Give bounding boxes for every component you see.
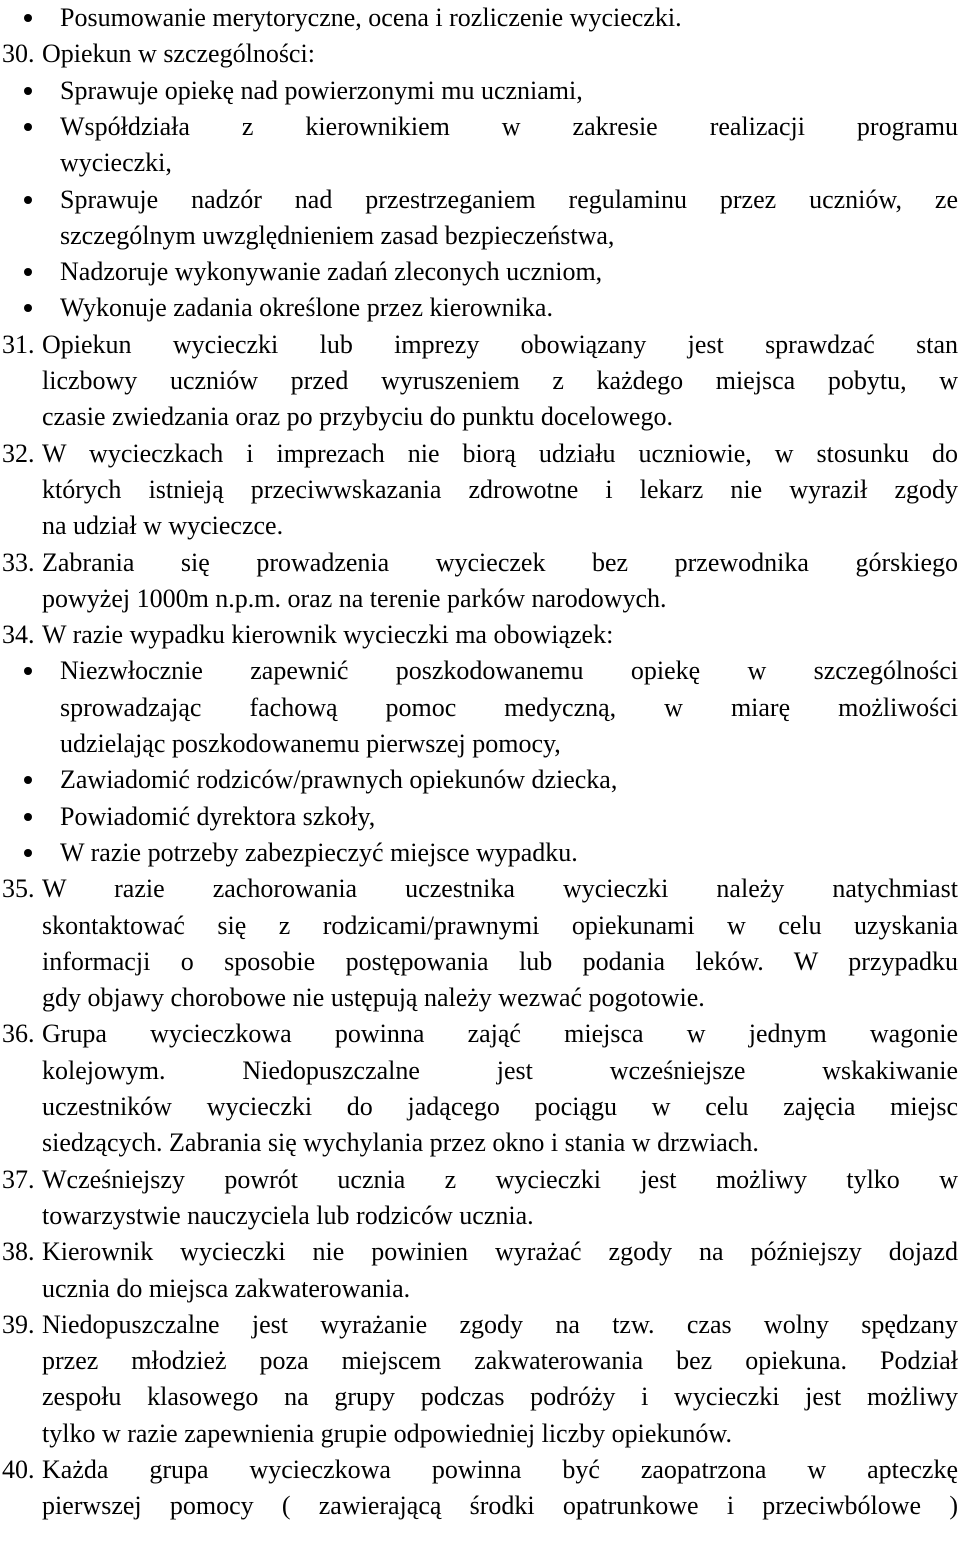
document-line <box>0 726 960 762</box>
document-line <box>0 799 960 835</box>
bullet-icon <box>24 196 32 204</box>
bullet-icon <box>24 667 32 675</box>
document-line <box>0 1343 960 1379</box>
document-line <box>0 908 960 944</box>
line-text: Wykonuje zadania określone przez kierownika. <box>60 293 553 323</box>
line-text: towarzystwie nauczyciela lub rodziców ucznia. <box>42 1200 534 1230</box>
line-text: Zawiadomić rodziców/prawnych opiekunów dziecka, <box>60 765 618 795</box>
document-line <box>0 653 960 689</box>
item-number: 30. <box>2 39 35 69</box>
item-number: 34. <box>2 620 35 650</box>
line-text: informacji o sposobie postępowania lub podania leków. W przypadku <box>42 946 958 976</box>
document-line <box>0 617 960 653</box>
item-number: 38. <box>2 1237 35 1267</box>
document-line <box>0 545 960 581</box>
line-text: Grupa wycieczkowa powinna zająć miejsca w jednym wagonie <box>42 1019 958 1049</box>
document-line <box>0 436 960 472</box>
document-line <box>0 1416 960 1452</box>
document-line <box>0 472 960 508</box>
document-line <box>0 1053 960 1089</box>
line-text: sprowadzając fachową pomoc medyczną, w miarę możliwości <box>60 692 958 722</box>
line-text: wycieczki, <box>60 148 172 178</box>
line-text: Zabrania się prowadzenia wycieczek bez przewodnika górskiego <box>42 547 958 577</box>
bullet-icon <box>24 268 32 276</box>
document-line <box>0 145 960 181</box>
document-line <box>0 363 960 399</box>
bullet-icon <box>24 813 32 821</box>
bullet-icon <box>24 123 32 131</box>
document-line <box>0 0 960 36</box>
document-line <box>0 1089 960 1125</box>
document-line <box>0 399 960 435</box>
document-line <box>0 1307 960 1343</box>
document-line <box>0 1452 960 1488</box>
line-text: na udział w wycieczce. <box>42 511 284 541</box>
document-line <box>0 690 960 726</box>
document-line <box>0 1379 960 1415</box>
item-number: 32. <box>2 438 35 468</box>
line-text: których istnieją przeciwwskazania zdrowotne i lekarz nie wyraził zgody <box>42 474 958 504</box>
document-line <box>0 835 960 871</box>
line-text: skontaktować się z rodzicami/prawnymi opiekunami w celu uzyskania <box>42 910 958 940</box>
line-text: Każda grupa wycieczkowa powinna być zaopatrzona w apteczkę <box>42 1455 958 1484</box>
document-line <box>0 1162 960 1198</box>
bullet-icon <box>24 14 32 22</box>
line-text: Niezwłocznie zapewnić poszkodowanemu opiekę w szczególności <box>60 656 958 686</box>
line-text: Sprawuje opiekę nad powierzonymi mu uczniami, <box>60 75 583 105</box>
line-text: W razie wypadku kierownik wycieczki ma obowiązek: <box>42 620 614 650</box>
document-line <box>0 980 960 1016</box>
document-line <box>0 73 960 109</box>
line-text: Współdziała z kierownikiem w zakresie realizacji programu <box>60 111 958 141</box>
document-line <box>0 182 960 218</box>
bullet-icon <box>24 849 32 857</box>
line-text: liczbowy uczniów przed wyruszeniem z każdego miejsca pobytu, w <box>42 366 958 395</box>
line-text: W razie potrzeby zabezpieczyć miejsce wypadku. <box>60 837 578 867</box>
line-text: Nadzoruje wykonywanie zadań zleconych uczniom, <box>60 257 603 287</box>
line-text: przez młodzież poza miejscem zakwaterowania bez opiekuna. Podział <box>42 1346 958 1376</box>
line-text: Niedopuszczalne jest wyrażanie zgody na tzw. czas wolny spędzany <box>42 1309 958 1339</box>
line-text: W razie zachorowania uczestnika wycieczki należy natychmiast <box>42 874 958 904</box>
document-line <box>0 508 960 544</box>
document-line <box>0 36 960 72</box>
line-text: czasie zwiedzania oraz po przybyciu do punktu docelowego. <box>42 402 673 432</box>
line-text: pierwszej pomocy ( zawierającą środki opatrunkowe i przeciwbólowe ) <box>42 1491 958 1521</box>
document-line <box>0 218 960 254</box>
document-line <box>0 871 960 907</box>
bullet-icon <box>24 87 32 95</box>
line-text: tylko w razie zapewnienia grupie odpowiedniej liczby opiekunów. <box>42 1418 732 1448</box>
line-text: ucznia do miejsca zakwaterowania. <box>42 1273 411 1303</box>
document-line <box>0 1125 960 1161</box>
line-text: kolejowym. Niedopuszczalne jest wcześniejsze wskakiwanie <box>42 1055 958 1085</box>
line-text: szczególnym uwzględnieniem zasad bezpieczeństwa, <box>60 220 615 250</box>
document-line <box>0 109 960 145</box>
bullet-icon <box>24 304 32 312</box>
item-number: 36. <box>2 1019 35 1049</box>
document-line <box>0 1198 960 1234</box>
item-number: 40. <box>2 1455 35 1484</box>
document-line <box>0 1271 960 1307</box>
document-line <box>0 1488 960 1524</box>
line-text: powyżej 1000m n.p.m. oraz na terenie parków narodowych. <box>42 583 667 613</box>
item-number: 39. <box>2 1309 35 1339</box>
line-text: Opiekun wycieczki lub imprezy obowiązany jest sprawdzać stan <box>42 329 958 359</box>
document-line <box>0 944 960 980</box>
line-text: Sprawuje nadzór nad przestrzeganiem regulaminu przez uczniów, ze <box>60 184 958 214</box>
line-text: Kierownik wycieczki nie powinien wyrażać zgody na późniejszy dojazd <box>42 1237 958 1267</box>
document-line <box>0 581 960 617</box>
line-text: Wcześniejszy powrót ucznia z wycieczki jest możliwy tylko w <box>42 1164 958 1194</box>
bullet-icon <box>24 776 32 784</box>
document-line <box>0 762 960 798</box>
document-line <box>0 1016 960 1052</box>
line-text: W wycieczkach i imprezach nie biorą udziału uczniowie, w stosunku do <box>42 438 958 468</box>
line-text: gdy objawy chorobowe nie ustępują należy wezwać pogotowie. <box>42 983 705 1013</box>
line-text: Posumowanie merytoryczne, ocena i rozliczenie wycieczki. <box>60 3 682 32</box>
item-number: 35. <box>2 874 35 904</box>
line-text: siedzących. Zabrania się wychylania przez okno i stania w drzwiach. <box>42 1128 759 1158</box>
line-text: zespołu klasowego na grupy podczas podróży i wycieczki jest możliwy <box>42 1382 958 1412</box>
document-line <box>0 1234 960 1270</box>
item-number: 33. <box>2 547 35 577</box>
item-number: 37. <box>2 1164 35 1194</box>
line-text: uczestników wycieczki do jadącego pociągu w celu zajęcia miejsc <box>42 1092 958 1121</box>
line-text: Powiadomić dyrektora szkoły, <box>60 801 376 831</box>
document-line <box>0 327 960 363</box>
item-number: 31. <box>2 329 35 359</box>
line-text: Opiekun w szczególności: <box>42 39 315 69</box>
line-text: udzielając poszkodowanemu pierwszej pomocy, <box>60 729 561 758</box>
document-line <box>0 290 960 326</box>
document-line <box>0 254 960 290</box>
